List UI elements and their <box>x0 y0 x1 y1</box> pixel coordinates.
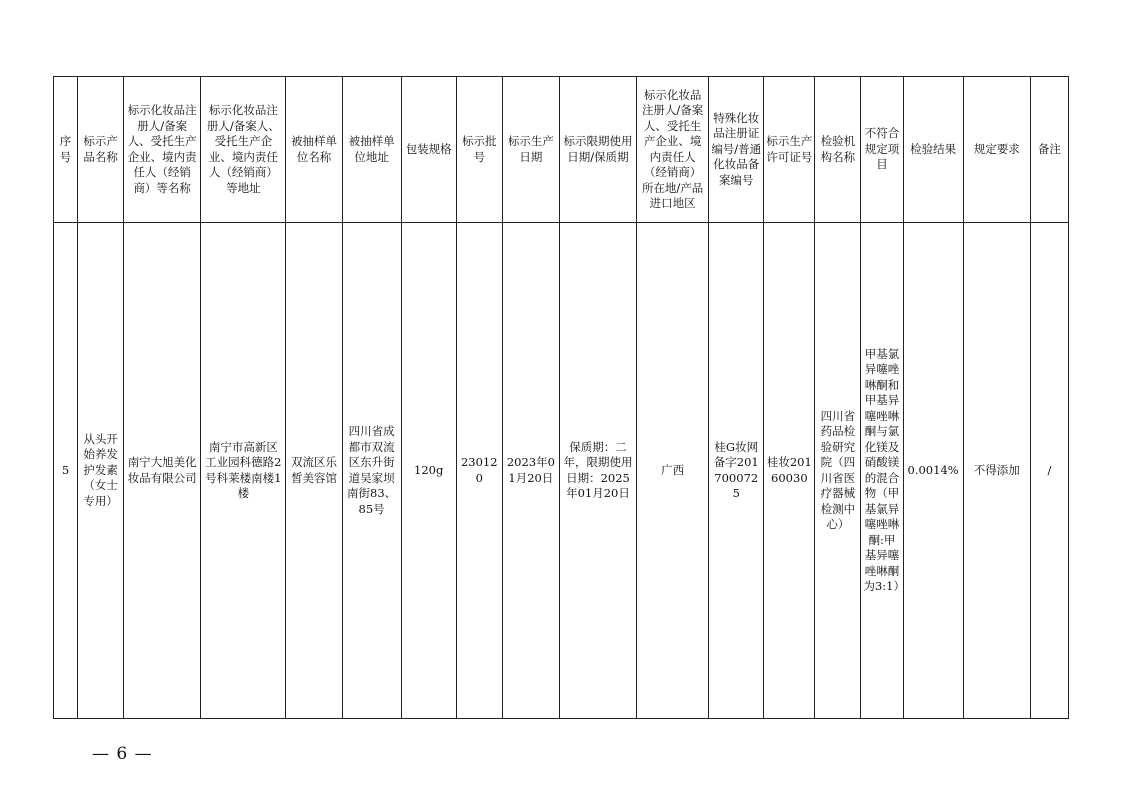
table-cell-inspection-agency: 四川省药品检验研究院（四川省医疗器械检测中心） <box>815 223 861 719</box>
header-cell: 被抽样单位名称 <box>286 77 342 223</box>
header-cell: 标示化妆品注册人/备案人、受托生产企业、境内责任人（经销商）所在地/产品进口地区 <box>637 77 709 223</box>
table-cell-remarks: / <box>1030 223 1068 719</box>
header-cell: 被抽样单位地址 <box>342 77 401 223</box>
table-cell-requirement: 不得添加 <box>963 223 1030 719</box>
header-cell: 包装规格 <box>401 77 456 223</box>
header-cell: 规定要求 <box>963 77 1030 223</box>
table-cell-license-number: 桂妆20160030 <box>764 223 815 719</box>
table-row <box>54 223 1069 719</box>
header-cell: 标示化妆品注册人/备案人、受托生产企业、境内责任人（经销商）等地址 <box>201 77 286 223</box>
header-cell: 特殊化妆品注册证编号/普通化妆品备案编号 <box>709 77 764 223</box>
header-cell: 检验结果 <box>903 77 963 223</box>
table-cell-product-name: 从头开始养发护发素（女士专用） <box>78 223 124 719</box>
table-cell-production-date: 2023年01月20日 <box>502 223 559 719</box>
header-cell: 标示产品名称 <box>78 77 124 223</box>
page-number: — 6 — <box>92 744 153 764</box>
header-cell: 标示限期使用日期/保质期 <box>559 77 636 223</box>
header-cell: 标示化妆品注册人/备案人、受托生产企业、境内责任人（经销商）等名称 <box>124 77 201 223</box>
inspection-table <box>53 76 1069 719</box>
header-cell: 不符合规定项目 <box>861 77 903 223</box>
table-cell-company-address: 南宁市高新区工业园科德路2号科莱楼南楼1楼 <box>201 223 286 719</box>
header-cell: 检验机构名称 <box>815 77 861 223</box>
table-cell-batch-number: 230120 <box>456 223 502 719</box>
table-cell-package-spec: 120g <box>401 223 456 719</box>
table-cell-company-name: 南宁大旭美化妆品有限公司 <box>124 223 201 719</box>
header-cell: 标示生产许可证号 <box>764 77 815 223</box>
table-cell-registration-number: 桂G妆网备字2017000725 <box>709 223 764 719</box>
header-cell: 标示批号 <box>456 77 502 223</box>
table-cell-inspection-result: 0.0014% <box>903 223 963 719</box>
table-cell-region: 广西 <box>637 223 709 719</box>
header-cell: 备注 <box>1030 77 1068 223</box>
table-cell-serial: 5 <box>54 223 78 719</box>
table-cell-sampled-unit-name: 双流区乐皙美容馆 <box>286 223 342 719</box>
table-cell-nonconforming-item: 甲基氯异噻唑啉酮和甲基异噻唑啉酮与氯化镁及硝酸镁的混合物（甲基氯异噻唑啉酮:甲基异噻唑啉酮为3:1） <box>861 223 903 719</box>
table-cell-expiry: 保质期：二年，限期使用日期：2025年01月20日 <box>559 223 636 719</box>
table-cell-sampled-unit-address: 四川省成都市双流区东升街道吴家坝南街83、85号 <box>342 223 401 719</box>
table-header-row <box>54 77 1069 223</box>
header-cell: 序号 <box>54 77 78 223</box>
header-cell: 标示生产日期 <box>502 77 559 223</box>
